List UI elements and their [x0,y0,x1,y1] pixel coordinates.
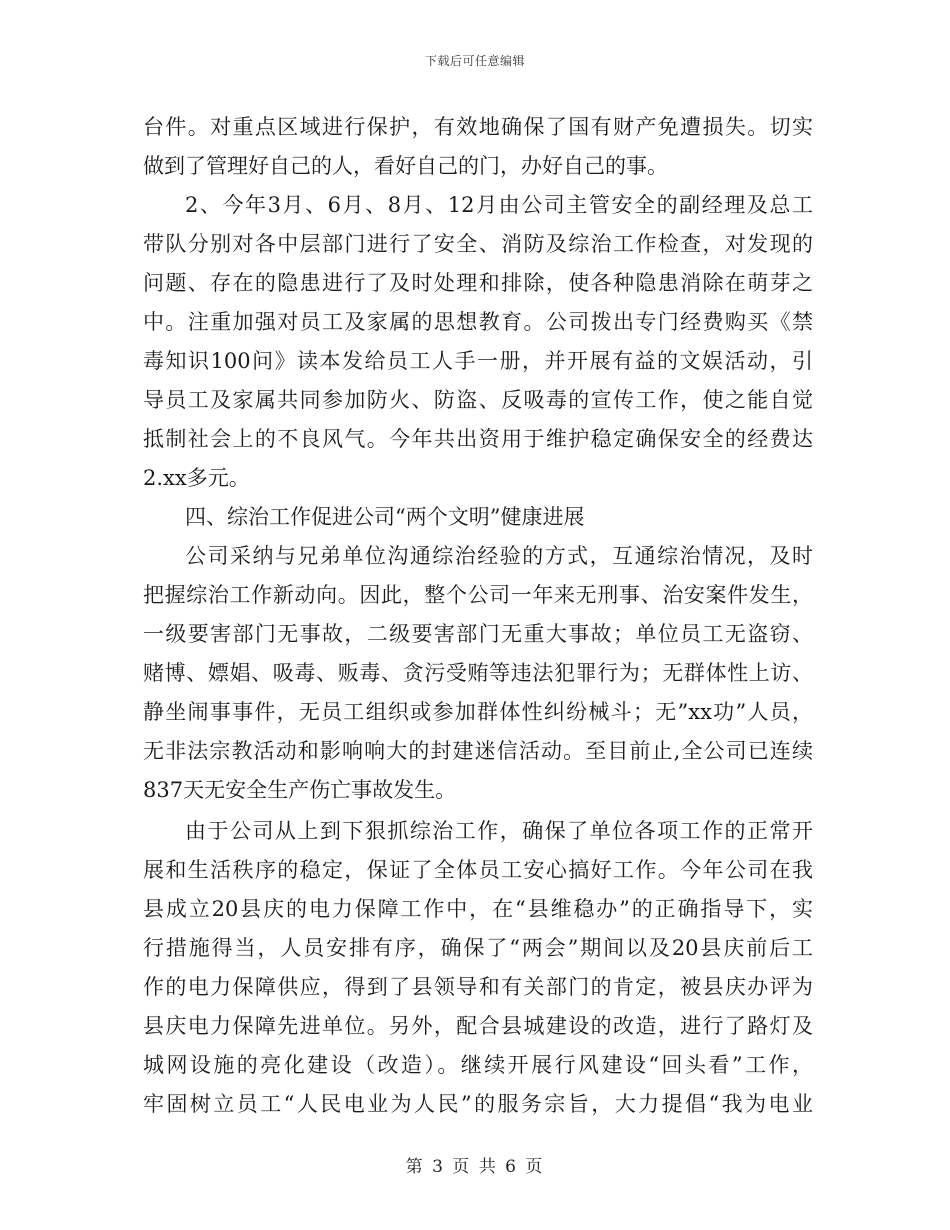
text-line: 赌博、嫖娼、吸毒、贩毒、贪污受贿等违法犯罪行为；无群体性上访、 [143,661,813,685]
text-line: 无非法宗教活动和影响响大的封建迷信活动。至目前止,全公司已连续 [143,739,813,763]
text-line: 2、今年3月、6月、8月、12月由公司主管安全的副经理及总工 [185,193,813,217]
text-line: 中。注重加强对员工及家属的思想教育。公司拨出专门经费购买《禁 [143,310,813,334]
text-line: 牢固树立员工“人民电业为人民”的服务宗旨，大力提倡“我为电业 [143,1092,813,1116]
page-header: 下载后可任意编辑 [424,54,525,68]
text-line: 问题、存在的隐患进行了及时处理和排除，使各种隐患消除在萌芽之 [143,271,813,295]
section-heading: 四、综治工作促进公司“两个文明”健康进展 [185,505,585,529]
text-line: 城网设施的亮化建设（改造）。继续开展行风建设“回头看”工作， [143,1053,813,1077]
text-line: 导员工及家属共同参加防火、防盗、反吸毒的宣传工作，使之能自觉 [143,388,813,412]
text-line: 毒知识100问》读本发给员工人手一册，并开展有益的文娱活动，引 [143,349,813,373]
text-line: 带队分别对各中层部门进行了安全、消防及综治工作检查，对发现的 [143,232,813,256]
text-line: 抵制社会上的不良风气。今年共出资用于维护稳定确保安全的经费达 [143,427,813,451]
text-line: 县庆电力保障先进单位。另外，配合县城建设的改造，进行了路灯及 [143,1014,813,1038]
document-body [143,108,813,1124]
text-line: 由于公司从上到下狠抓综治工作，确保了单位各项工作的正常开 [185,819,813,843]
text-line: 837天无安全生产伤亡事故发生。 [143,778,457,802]
text-line: 展和生活秩序的稳定，保证了全体员工安心搞好工作。今年公司在我 [143,858,813,882]
text-line: 作的电力保障供应，得到了县领导和有关部门的肯定，被县庆办评为 [143,975,813,999]
page-number: 第 3 页 共 6 页 [405,1157,545,1177]
text-line: 做到了管理好自己的人，看好自己的门，办好自己的事。 [143,154,668,178]
text-line: 公司采纳与兄弟单位沟通综治经验的方式，互通综治情况，及时 [185,544,813,568]
text-line: 把握综治工作新动向。因此，整个公司一年来无刑事、治安案件发生， [143,583,813,607]
text-line: 一级要害部门无事故，二级要害部门无重大事故；单位员工无盗窃、 [143,622,813,646]
text-line: 县成立20县庆的电力保障工作中，在“县维稳办”的正确指导下，实 [143,897,813,921]
text-line: 台件。对重点区域进行保护，有效地确保了国有财产免遭损失。切实 [143,115,813,139]
text-line: 行措施得当，人员安排有序，确保了“两会”期间以及20县庆前后工 [143,936,813,960]
text-line: 2.xx多元。 [143,466,250,490]
text-line: 静坐闹事事件，无员工组织或参加群体性纠纷械斗；无”xx功”人员， [143,700,813,724]
